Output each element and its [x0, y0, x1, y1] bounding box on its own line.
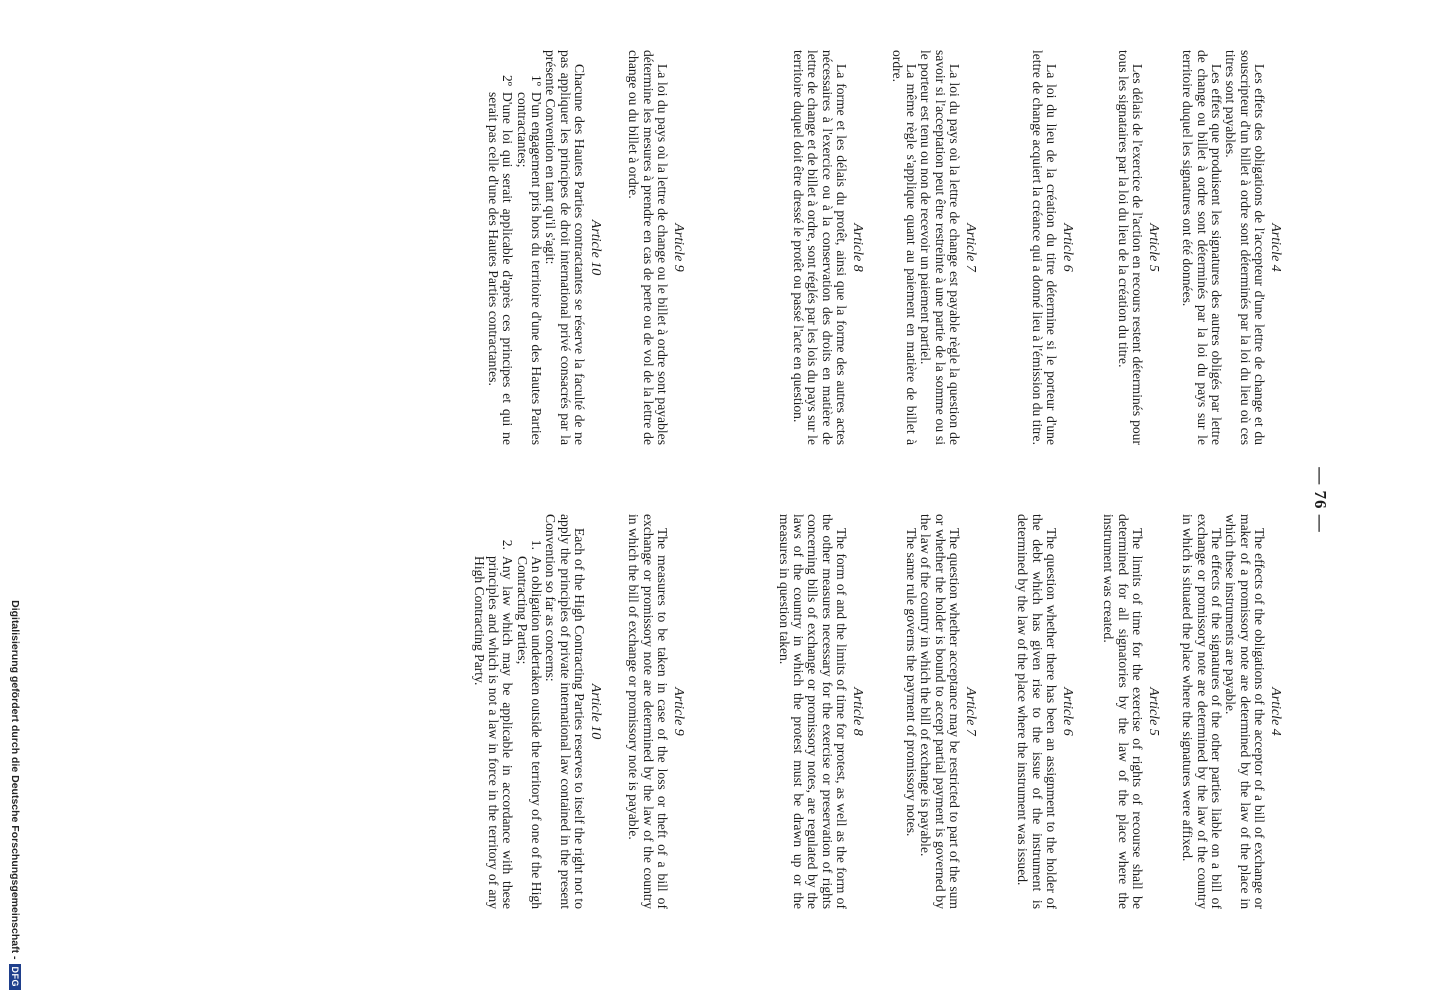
article-paragraph: La loi du pays où la lettre de change est payable règle la question de savoir si l'acceptation peut être restreinte à une partie de la somme ou si le porteur est tenu ou non de recevoir un paiement partiel. — [918, 50, 962, 445]
article-block — [626, 50, 687, 445]
article-block — [626, 514, 687, 909]
article-heading: Article 7 — [963, 687, 978, 736]
digitization-credit — [6, 600, 24, 990]
list-item-number: 2. — [500, 539, 516, 550]
article-list-item — [514, 50, 543, 445]
article-block — [1180, 50, 1284, 445]
article-paragraph: Each of the High Contracting Parties reserves to itself the right not to apply the principles of private international law contained in the present Convention so far as concerns: — [543, 514, 587, 909]
article-heading: Article 9 — [671, 223, 686, 272]
article-block — [791, 50, 866, 445]
article-heading: Article 6 — [1060, 687, 1075, 736]
article-block — [1101, 514, 1162, 909]
list-item-text: D'un engagement pris hors du territoire d'une des Hautes Parties contractantes; — [514, 92, 544, 445]
article-block — [1115, 50, 1162, 445]
article-paragraph: The question whether there has been an assignment to the holder of the debt which has given rise to the issue of the instrument is determined by the law of the place where the instrument was issued. — [1015, 514, 1059, 909]
article-paragraph: Les effets que produisent les signatures des autres obligés par lettre de change ou billet à ordre sont déterminés par la loi du pays sur le territoire duquel les signatures ont été données. — [1180, 50, 1224, 445]
article-paragraph: La loi du lieu de la création du titre détermine si le porteur d'une lettre de change acquiert la créance qui a donné lieu à l'émission du titre. — [1029, 50, 1059, 445]
article-paragraph: La forme et les délais du protêt, ainsi que la forme des autres actes nécessaires à l'exercice ou à la conservation des droits en matière de lettre de change et de billet à ordre, sont réglés par les lois du pays sur le territoire duquel doit être dressé le protêt ou passé l'acte en question. — [790, 50, 849, 445]
article-paragraph: Les délais de l'exercice de l'action en recours restent déterminés pour tous les signataires par la loi du lieu de la création du titre. — [1115, 50, 1145, 445]
article-paragraph: Chacune des Hautes Parties contractantes se réserve la faculté de ne pas appliquer les principes de droit international privé consacrés par la présente Convention en tant qu'il s'agit: — [543, 50, 587, 445]
article-paragraph: The form of and the limits of time for protest, as well as the form of the other measures necessary for the exercise or preservation of rights concerning bills of exchange or promissory notes, are regulated by the laws of the country in which the protest must be drawn up or the measures in question taken. — [776, 514, 849, 909]
article-heading: Article 4 — [1268, 687, 1283, 736]
article-paragraph: Les effets des obligations de l'accepteur d'une lettre de change et du souscripteur d'un billet à ordre sont déterminés par la loi du lieu où ces titres sont payables. — [1223, 50, 1267, 445]
article-block — [1029, 50, 1076, 445]
article-block — [889, 50, 979, 445]
dfg-logo: DFG — [9, 964, 21, 991]
credit-text: Digitalisierung gefördert durch die Deutsche Forschungsgemeinschaft - — [9, 600, 21, 960]
article-paragraph: The limits of time for the exercise of rights of recourse shall be determined for all signatories by the law of the place where the instrument was created. — [1101, 514, 1145, 909]
article-paragraph: The same rule governs the payment of promissory notes. — [903, 528, 919, 837]
article-block — [471, 514, 604, 909]
article-block — [1015, 514, 1076, 909]
list-item-number: 1º — [528, 74, 544, 86]
article-block — [1180, 514, 1284, 909]
article-paragraph: The effects of the signatures of the other parties liable on a bill of exchange or promissory note are determined by the law of the country in which is situated the place where the signatures were affixed. — [1180, 514, 1224, 909]
article-paragraph: La loi du pays où la lettre de change ou le billet à ordre sont payables détermine les mesures à prendre en cas de perte ou de vol de la lettre de change ou du billet à ordre. — [626, 50, 670, 445]
article-heading: Article 4 — [1268, 223, 1283, 272]
list-item-text: An obligation undertaken outside the territory of one of the High Contracting Parties; — [514, 556, 544, 909]
article-heading: Article 5 — [1146, 687, 1161, 736]
article-heading: Article 6 — [1060, 223, 1075, 272]
article-heading: Article 10 — [588, 219, 603, 276]
article-list-item — [486, 50, 515, 445]
page-number: — 76 — — [1311, 467, 1330, 533]
article-paragraph: The question whether acceptance may be restricted to part of the sum or whether the holder is bound to accept partial payment is governed by the law of the country in which the bill of exchange is payable. — [918, 514, 962, 909]
article-paragraph: The measures to be taken in case of the loss or theft of a bill of exchange or promissory note are determined by the law of the country in which the bill of exchange or promissory note is payable. — [626, 514, 670, 909]
article-heading: Article 5 — [1146, 223, 1161, 272]
article-list-item — [471, 514, 514, 909]
article-heading: Article 8 — [850, 223, 865, 272]
article-heading: Article 10 — [588, 683, 603, 740]
article-heading: Article 9 — [671, 687, 686, 736]
article-block — [486, 50, 604, 445]
article-block — [904, 514, 979, 909]
article-heading: Article 7 — [963, 223, 978, 272]
list-item-text: Any law which may be applicable in accordance with these principles and which is not a law in force in the territory of any High Contracting Party. — [471, 556, 516, 909]
article-paragraph: The effects of the obligations of the acceptor of a bill of exchange or maker of a promissory note are determined by the law of the place in which these instruments are payable. — [1223, 514, 1267, 909]
list-item-number: 1. — [528, 539, 544, 550]
list-item-text: D'une loi qui serait applicable d'après ces principes et qui ne serait pas celle d'une des Hautes Parties contractantes. — [485, 92, 516, 445]
article-block — [776, 514, 866, 909]
article-paragraph: La même règle s'applique quant au paiement en matière de billet à ordre. — [889, 50, 919, 445]
article-heading: Article 8 — [850, 687, 865, 736]
article-list-item — [514, 514, 543, 909]
list-item-number: 2º — [500, 74, 516, 86]
